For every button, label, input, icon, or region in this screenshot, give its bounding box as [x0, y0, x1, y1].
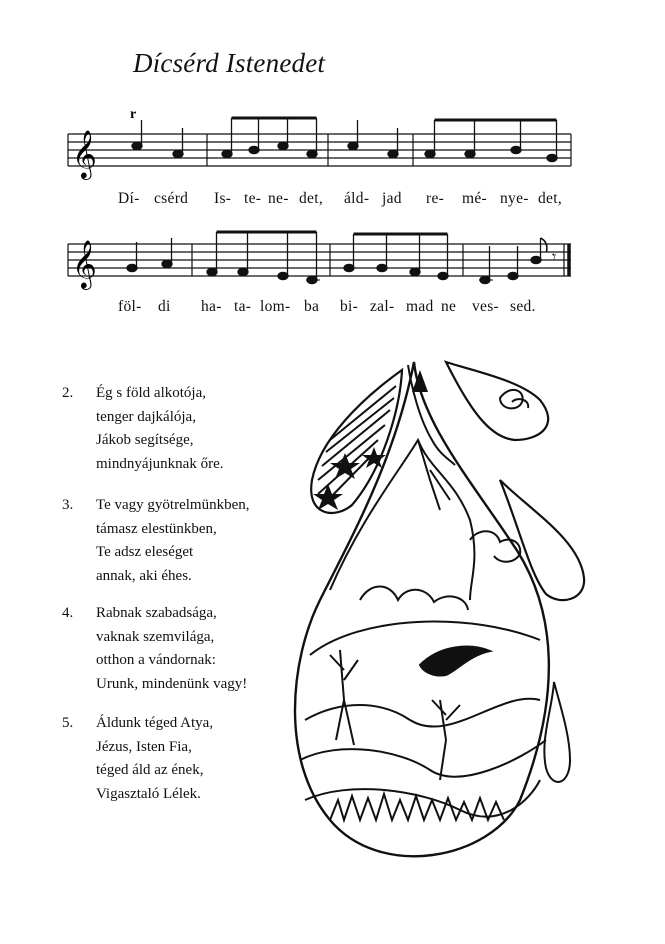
- lyric-syllable: nye-: [500, 190, 529, 207]
- verse-number: 4.: [62, 605, 74, 621]
- verse-line: Urunk, mindenünk vagy!: [96, 675, 248, 692]
- lyric-syllable: ta-: [234, 298, 252, 315]
- verse-number: 2.: [62, 385, 74, 401]
- verse-line: tenger dajkálója,: [96, 408, 196, 425]
- verse-number: 5.: [62, 715, 74, 731]
- lyric-syllable: ves-: [472, 298, 500, 315]
- lyric-syllable: sed.: [510, 298, 536, 315]
- lyric-syllable: mé-: [462, 190, 487, 207]
- page-title: Dícsérd Istenedet: [133, 48, 326, 78]
- verse-line: Áldunk téged Atya,: [96, 715, 214, 731]
- treble-clef-icon: 𝄞: [72, 239, 97, 288]
- lyric-syllable: ha-: [201, 298, 222, 315]
- verse-line: Rabnak szabadsága,: [96, 605, 217, 621]
- verse-line: Te adsz eleséget: [96, 544, 194, 560]
- tempo-mark: r: [130, 107, 137, 122]
- verse-line: támasz elestünkben,: [96, 520, 217, 537]
- verse-line: Te vagy gyötrelmünkben,: [96, 497, 250, 513]
- verse-line: téged áld az ének,: [96, 762, 204, 778]
- lyric-syllable: te-: [244, 190, 262, 207]
- verse-line: otthon a vándornak:: [96, 652, 216, 668]
- lyric-syllable: bi-: [340, 298, 359, 315]
- lyric-syllable: ba: [304, 298, 320, 315]
- lyric-syllable: di: [158, 298, 171, 315]
- verse-line: Vigasztaló Lélek.: [96, 785, 201, 802]
- verse-line: annak, aki éhes.: [96, 567, 192, 584]
- lyric-syllable: jad: [382, 190, 402, 207]
- verse-line: mindnyájunknak őre.: [96, 455, 224, 472]
- treble-clef-icon: 𝄞: [72, 129, 97, 178]
- lyric-syllable: ne-: [268, 190, 289, 207]
- svg-text:𝄾: 𝄾: [552, 247, 557, 266]
- lyric-syllable: det,: [299, 190, 324, 207]
- verse-line: Ég s föld alkotója,: [96, 385, 206, 401]
- lyric-syllable: zal-: [370, 298, 395, 315]
- lyric-syllable: áld-: [344, 190, 370, 207]
- lyric-syllable: mad: [406, 298, 434, 315]
- lyric-syllable: ne: [441, 298, 457, 315]
- lyric-syllable: lom-: [260, 298, 291, 315]
- lyric-syllable: det,: [538, 190, 563, 207]
- lyric-syllable: csérd: [154, 190, 189, 207]
- verse-number: 3.: [62, 497, 74, 513]
- lyric-syllable: Is-: [214, 190, 232, 207]
- lyric-syllable: föl-: [118, 298, 142, 315]
- lyric-syllable: Dí-: [118, 190, 140, 207]
- lyric-syllable: re-: [426, 190, 445, 207]
- verse-line: vaknak szemvilága,: [96, 628, 215, 645]
- verse-line: Jákob segítsége,: [96, 432, 194, 448]
- verse-line: Jézus, Isten Fia,: [96, 738, 192, 755]
